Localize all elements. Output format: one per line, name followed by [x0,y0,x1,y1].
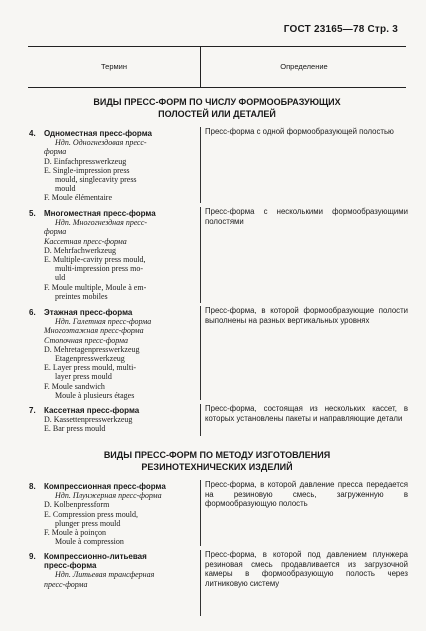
term-block [44,406,194,434]
term-en: E. Bar press mould [44,424,106,434]
term-fr-cont: preintes mobiles [55,291,108,301]
definition: Пресс-форма с одной формообразующей полостью [200,127,408,203]
term-fr: F. Moule à poinçon [44,528,107,538]
term-de: D. Mehretagenpresswerkzeug [44,344,140,354]
term-ndp-cont: Стопочная пресс-форма [44,335,129,345]
term-title: Многоместная пресс-форма [44,209,156,218]
entry-number: 5. [29,209,36,218]
section-heading-2 [28,449,406,473]
term-title: Компрессионная пресс-форма [44,482,166,491]
entry-number: 4. [29,129,36,138]
entry-number: 8. [29,482,36,491]
entry-number: 7. [29,406,36,415]
section-heading-line: ВИДЫ ПРЕСС-ФОРМ ПО ЧИСЛУ ФОРМООБРАЗУЮЩИХ [93,97,341,107]
term-ndp: Ндп. Одногнездовая пресс- [55,138,147,148]
term-de-cont: Etagenpresswerkzeug [55,354,125,364]
term-fr-cont: Moule à compression [55,537,124,547]
term-en: E. Multiple-cavity press mould, [44,255,146,265]
term-ndp-cont: Многоэтажная пресс-форма [44,326,144,336]
term-ndp-cont: Кассетная пресс-форма [44,236,127,246]
definition: Пресс-форма, в которой формообразующие полости выполнены на разных вертикальных уровнях [200,306,408,400]
term-ndp: Ндп. Многогнездная пресс- [55,218,148,228]
term-block [44,308,194,400]
term-title: Этажная пресс-форма [44,308,133,317]
term-en-cont: layer press mould [55,372,112,382]
definition: Пресс-форма, состоящая из нескольких кассет, в которых установлены пакеты и направляющие детали [200,404,408,436]
term-ndp-cont: форма [44,227,67,237]
term-title-cont: пресс-форма [44,561,97,571]
term-title: Кассетная пресс-форма [44,406,140,415]
term-de: D. Kassettenpresswerkzeug [44,415,133,425]
term-title: Компрессионно-литьевая [44,552,147,561]
definition: Пресс-форма, в которой давление пресса передается на резиновую смесь, загруженную в формообразующую полость [200,480,408,546]
term-ndp-cont: пресс-форма [44,579,88,589]
term-block [44,129,194,203]
term-en-cont: plunger press mould [55,518,121,528]
term-de: D. Mehrfachwerkzeug [44,245,116,255]
term-ndp: Ндп. Литьевая трансферная [55,570,155,580]
section-heading-line: ВИДЫ ПРЕСС-ФОРМ ПО МЕТОДУ ИЗГОТОВЛЕНИЯ [103,450,331,460]
term-en-cont: mould [55,184,76,194]
term-en-cont: mould, singlecavity press [55,175,137,185]
term-ndp: Ндп. Галетная пресс-форма [55,317,152,327]
column-term-header: Термин [101,62,127,71]
term-en: E. Compression press mould, [44,509,138,519]
term-block [44,482,194,546]
term-ndp: Ндп. Плунжерная пресс-форма [55,491,162,501]
page-header: ГОСТ 23165—78 Стр. 3 [283,24,398,35]
section-heading-line: РЕЗИНОТЕХНИЧЕСКИХ ИЗДЕЛИЙ [141,462,293,472]
term-en: E. Single-impression press [44,165,130,175]
term-de: D. Kolbenpressform [44,500,110,510]
term-block [44,209,194,301]
section-heading-1 [28,96,406,120]
term-title: Одноместная пресс-форма [44,129,152,138]
definition: Пресс-форма, в которой под давлением плунжера резиновая смесь продавливается из загрузочной камеры в формообразующую полость через литниковую систему [200,550,408,616]
entry-number: 9. [29,552,36,561]
term-en-cont: uld [55,273,66,283]
term-block [44,552,194,589]
term-en-cont: multi-impression press mo- [55,264,143,274]
term-fr: F. Moule élémentaire [44,193,113,203]
term-ndp-cont: форма [44,147,67,157]
term-fr: F. Moule sandwich [44,381,105,391]
term-de: D. Einfachpresswerkzeug [44,156,127,166]
table-header [28,46,406,88]
definition: Пресс-форма с несколькими формообразующими полостями [200,207,408,303]
term-fr: F. Moule multiple, Moule à em- [44,282,147,292]
entry-number: 6. [29,308,36,317]
term-en: E. Layer press mould, multi- [44,363,136,373]
term-fr-cont: Moule à plusieurs étages [55,390,135,400]
column-definition-header: Определение [200,47,407,87]
section-heading-line: ПОЛОСТЕЙ ИЛИ ДЕТАЛЕЙ [158,109,276,119]
